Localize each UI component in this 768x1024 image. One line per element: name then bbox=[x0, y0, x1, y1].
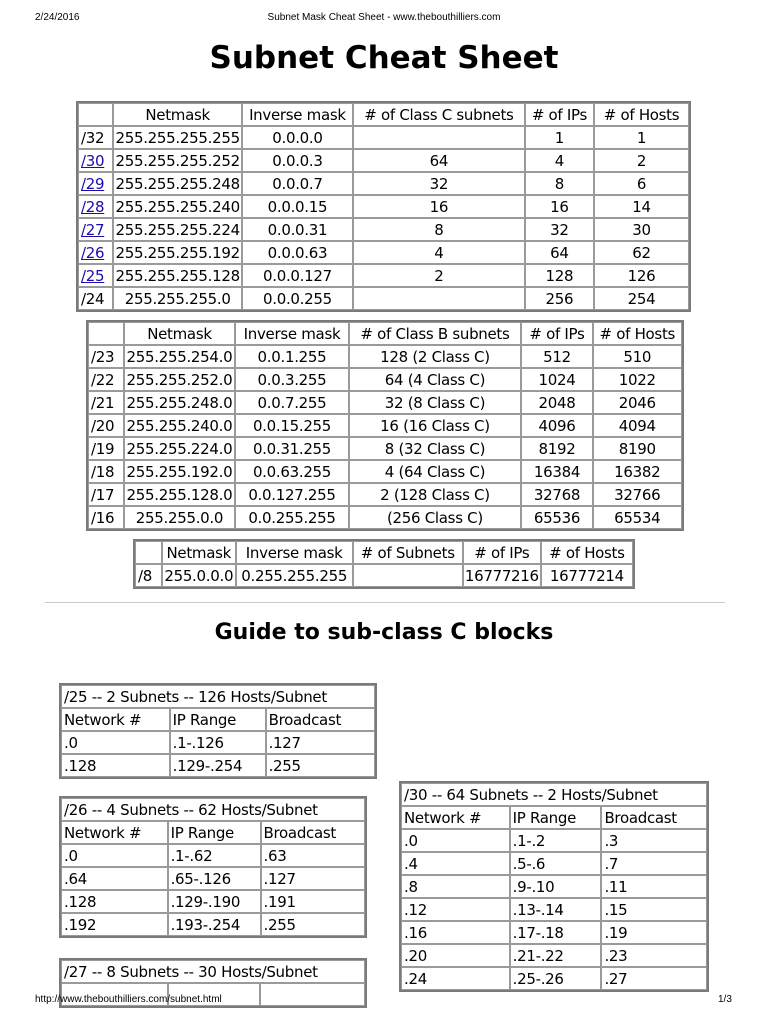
table-cell: 0.0.0.3 bbox=[242, 149, 353, 172]
guide-25-table bbox=[59, 683, 377, 779]
table-cell: .1-.126 bbox=[170, 731, 266, 754]
table-cell bbox=[353, 287, 525, 310]
table-cell: 254 bbox=[594, 287, 689, 310]
section-divider bbox=[45, 602, 725, 603]
prefix-cell: /21 bbox=[88, 391, 124, 414]
table-cell: 32 (8 Class C) bbox=[349, 391, 522, 414]
table-cell: 255.255.255.255 bbox=[113, 126, 241, 149]
column-header: Network # bbox=[61, 821, 168, 844]
table-cell: 255.255.240.0 bbox=[124, 414, 236, 437]
column-header: Inverse mask bbox=[235, 322, 348, 345]
table-cell: 0.0.255.255 bbox=[235, 506, 348, 529]
table-cell: 8 bbox=[353, 218, 525, 241]
table-cell: .128 bbox=[61, 890, 168, 913]
table-cell: 255.255.255.248 bbox=[113, 172, 241, 195]
table-cell: 0.0.3.255 bbox=[235, 368, 348, 391]
table-cell: .63 bbox=[261, 844, 365, 867]
table-cell: 4 (64 Class C) bbox=[349, 460, 522, 483]
table-cell: 0.0.1.255 bbox=[235, 345, 348, 368]
print-date: 2/24/2016 bbox=[35, 12, 80, 23]
table-cell: 6 bbox=[594, 172, 689, 195]
table-cell: .255 bbox=[261, 913, 365, 936]
table-cell: .21-.22 bbox=[510, 944, 602, 967]
table-cell: 255.0.0.0 bbox=[162, 564, 236, 587]
table-cell: .20 bbox=[401, 944, 510, 967]
column-header: # of Class B subnets bbox=[349, 322, 522, 345]
table-cell: 8190 bbox=[593, 437, 682, 460]
header-row bbox=[401, 806, 707, 829]
table-cell: 0.255.255.255 bbox=[236, 564, 353, 587]
guide-30-table bbox=[399, 781, 709, 992]
prefix-cell: /19 bbox=[88, 437, 124, 460]
table-cell: .192 bbox=[61, 913, 168, 936]
table-cell: 255.255.0.0 bbox=[124, 506, 236, 529]
prefix-cell bbox=[78, 241, 113, 264]
table-cell: 16 bbox=[353, 195, 525, 218]
guide-caption: /27 -- 8 Subnets -- 30 Hosts/Subnet bbox=[61, 960, 365, 983]
table-row bbox=[61, 844, 365, 867]
table-cell: 64 bbox=[525, 241, 594, 264]
column-header: Netmask bbox=[113, 103, 241, 126]
table-row bbox=[78, 218, 689, 241]
table-cell: .7 bbox=[601, 852, 707, 875]
table-cell: 16382 bbox=[593, 460, 682, 483]
table-cell: .0 bbox=[61, 731, 170, 754]
table-cell: 255.255.248.0 bbox=[124, 391, 236, 414]
table-row bbox=[78, 172, 689, 195]
table-row bbox=[401, 875, 707, 898]
table-cell: 0.0.0.127 bbox=[242, 264, 353, 287]
table-cell: 65534 bbox=[593, 506, 682, 529]
column-header: # of IPs bbox=[525, 103, 594, 126]
class-c-table bbox=[76, 101, 691, 312]
table-cell: .193-.254 bbox=[168, 913, 261, 936]
prefix-cell bbox=[78, 264, 113, 287]
table-cell: 1024 bbox=[521, 368, 592, 391]
table-cell: 256 bbox=[525, 287, 594, 310]
table-cell: 64 (4 Class C) bbox=[349, 368, 522, 391]
table-cell: 255.255.224.0 bbox=[124, 437, 236, 460]
print-title: Subnet Mask Cheat Sheet - www.thebouthilliers.com bbox=[267, 12, 501, 23]
column-header: Network # bbox=[61, 708, 170, 731]
table-cell: 16 bbox=[525, 195, 594, 218]
table-cell: 0.0.7.255 bbox=[235, 391, 348, 414]
table-row bbox=[78, 149, 689, 172]
table-cell: 0.0.15.255 bbox=[235, 414, 348, 437]
column-header: IP Range bbox=[510, 806, 602, 829]
prefix-link[interactable]: /29 bbox=[81, 174, 105, 193]
table-cell bbox=[353, 564, 463, 587]
table-cell: .16 bbox=[401, 921, 510, 944]
column-header: IP Range bbox=[170, 708, 266, 731]
column-header: Netmask bbox=[162, 541, 236, 564]
guide-title: Guide to sub-class C blocks bbox=[214, 620, 554, 645]
prefix-link[interactable]: /28 bbox=[81, 197, 105, 216]
table-cell: 126 bbox=[594, 264, 689, 287]
column-header: Inverse mask bbox=[242, 103, 353, 126]
table-cell: .255 bbox=[266, 754, 375, 777]
table-cell: .23 bbox=[601, 944, 707, 967]
table-cell: .0 bbox=[401, 829, 510, 852]
header-row bbox=[88, 322, 682, 345]
class-b-table bbox=[86, 320, 684, 531]
table-cell: 32768 bbox=[521, 483, 592, 506]
table-cell: 2048 bbox=[521, 391, 592, 414]
guide-26-table bbox=[59, 796, 367, 938]
prefix-cell bbox=[78, 149, 113, 172]
table-cell: .5-.6 bbox=[510, 852, 602, 875]
table-row bbox=[88, 391, 682, 414]
table-cell: 16 (16 Class C) bbox=[349, 414, 522, 437]
table-cell: 2 (128 Class C) bbox=[349, 483, 522, 506]
footer-url: http://www.thebouthilliers.com/subnet.html bbox=[35, 994, 222, 1005]
table-row bbox=[78, 241, 689, 264]
table-cell: 16777216 bbox=[463, 564, 541, 587]
table-row bbox=[88, 506, 682, 529]
table-row bbox=[88, 414, 682, 437]
table-cell: 510 bbox=[593, 345, 682, 368]
table-cell: .129-.190 bbox=[168, 890, 261, 913]
table-cell: .13-.14 bbox=[510, 898, 602, 921]
table-cell: (256 Class C) bbox=[349, 506, 522, 529]
prefix-cell: /32 bbox=[78, 126, 113, 149]
table-cell: 16777214 bbox=[541, 564, 633, 587]
table-cell: 2046 bbox=[593, 391, 682, 414]
column-header: Inverse mask bbox=[236, 541, 353, 564]
prefix-cell: /18 bbox=[88, 460, 124, 483]
table-row bbox=[78, 264, 689, 287]
table-cell: 14 bbox=[594, 195, 689, 218]
table-cell: 128 (2 Class C) bbox=[349, 345, 522, 368]
table-cell: 255.255.255.252 bbox=[113, 149, 241, 172]
table-cell: 0.0.0.31 bbox=[242, 218, 353, 241]
table-cell bbox=[353, 126, 525, 149]
table-cell: .127 bbox=[266, 731, 375, 754]
table-cell: .15 bbox=[601, 898, 707, 921]
table-cell: .129-.254 bbox=[170, 754, 266, 777]
table-cell: .27 bbox=[601, 967, 707, 990]
prefix-cell: /16 bbox=[88, 506, 124, 529]
table-cell: 4 bbox=[525, 149, 594, 172]
table-cell: 0.0.127.255 bbox=[235, 483, 348, 506]
table-cell: 255.255.254.0 bbox=[124, 345, 236, 368]
table-cell: .127 bbox=[261, 867, 365, 890]
table-cell: 255.255.255.192 bbox=[113, 241, 241, 264]
table-cell: 2 bbox=[353, 264, 525, 287]
table-row bbox=[88, 460, 682, 483]
column-header: Network # bbox=[401, 806, 510, 829]
prefix-link[interactable]: /25 bbox=[81, 266, 105, 285]
prefix-cell: /23 bbox=[88, 345, 124, 368]
table-cell: .64 bbox=[61, 867, 168, 890]
table-cell: .0 bbox=[61, 844, 168, 867]
table-row bbox=[61, 890, 365, 913]
table-cell: .4 bbox=[401, 852, 510, 875]
prefix-cell bbox=[78, 195, 113, 218]
table-cell: 32 bbox=[353, 172, 525, 195]
table-row bbox=[88, 368, 682, 391]
table-cell: 0.0.0.7 bbox=[242, 172, 353, 195]
column-header: # of IPs bbox=[463, 541, 541, 564]
header-row bbox=[135, 541, 633, 564]
table-cell bbox=[260, 983, 365, 1006]
table-cell: .11 bbox=[601, 875, 707, 898]
column-header: # of Hosts bbox=[541, 541, 633, 564]
table-cell: 0.0.0.255 bbox=[242, 287, 353, 310]
table-cell: .65-.126 bbox=[168, 867, 261, 890]
page-title: Subnet Cheat Sheet bbox=[209, 40, 559, 76]
guide-caption: /26 -- 4 Subnets -- 62 Hosts/Subnet bbox=[61, 798, 365, 821]
table-cell: 255.255.255.0 bbox=[113, 287, 241, 310]
table-cell: .128 bbox=[61, 754, 170, 777]
table-row bbox=[78, 195, 689, 218]
table-cell: 8 (32 Class C) bbox=[349, 437, 522, 460]
table-cell: 8 bbox=[525, 172, 594, 195]
table-row bbox=[61, 731, 375, 754]
table-cell: .1-.2 bbox=[510, 829, 602, 852]
table-row bbox=[401, 829, 707, 852]
table-cell: .9-.10 bbox=[510, 875, 602, 898]
table-cell: 32 bbox=[525, 218, 594, 241]
prefix-link[interactable]: /27 bbox=[81, 220, 105, 239]
table-row bbox=[61, 867, 365, 890]
table-cell: 255.255.128.0 bbox=[124, 483, 236, 506]
table-cell: 128 bbox=[525, 264, 594, 287]
header-row bbox=[61, 821, 365, 844]
table-row bbox=[61, 754, 375, 777]
table-row bbox=[88, 345, 682, 368]
table-cell: .8 bbox=[401, 875, 510, 898]
table-row bbox=[401, 921, 707, 944]
table-cell: 0.0.0.15 bbox=[242, 195, 353, 218]
table-cell: 1022 bbox=[593, 368, 682, 391]
table-row bbox=[135, 564, 633, 587]
table-row bbox=[401, 967, 707, 990]
prefix-cell bbox=[78, 172, 113, 195]
table-cell: .12 bbox=[401, 898, 510, 921]
table-cell: .19 bbox=[601, 921, 707, 944]
prefix-link[interactable]: /26 bbox=[81, 243, 105, 262]
table-row bbox=[88, 483, 682, 506]
table-row bbox=[88, 437, 682, 460]
prefix-link[interactable]: /30 bbox=[81, 151, 105, 170]
table-cell: .1-.62 bbox=[168, 844, 261, 867]
table-cell: 30 bbox=[594, 218, 689, 241]
table-cell: 65536 bbox=[521, 506, 592, 529]
column-header bbox=[88, 322, 124, 345]
table-cell: 0.0.63.255 bbox=[235, 460, 348, 483]
table-cell: 0.0.0.63 bbox=[242, 241, 353, 264]
header-row bbox=[61, 708, 375, 731]
prefix-cell: /20 bbox=[88, 414, 124, 437]
table-cell: 1 bbox=[594, 126, 689, 149]
table-cell: 64 bbox=[353, 149, 525, 172]
table-cell: 0.0.31.255 bbox=[235, 437, 348, 460]
prefix-cell: /17 bbox=[88, 483, 124, 506]
header-row bbox=[78, 103, 689, 126]
table-cell: 16384 bbox=[521, 460, 592, 483]
prefix-cell: /8 bbox=[135, 564, 162, 587]
table-cell: 0.0.0.0 bbox=[242, 126, 353, 149]
class-a-table bbox=[133, 539, 635, 589]
table-row bbox=[401, 898, 707, 921]
table-cell: 512 bbox=[521, 345, 592, 368]
column-header: Netmask bbox=[124, 322, 236, 345]
table-row bbox=[401, 944, 707, 967]
prefix-cell bbox=[78, 218, 113, 241]
table-cell: .3 bbox=[601, 829, 707, 852]
column-header: # of Hosts bbox=[593, 322, 682, 345]
column-header: # of Hosts bbox=[594, 103, 689, 126]
table-cell: 2 bbox=[594, 149, 689, 172]
page-number: 1/3 bbox=[718, 994, 732, 1005]
table-cell: 255.255.252.0 bbox=[124, 368, 236, 391]
table-row bbox=[401, 852, 707, 875]
column-header: Broadcast bbox=[266, 708, 375, 731]
column-header: # of Class C subnets bbox=[353, 103, 525, 126]
table-row bbox=[78, 126, 689, 149]
column-header: IP Range bbox=[168, 821, 261, 844]
table-cell: .17-.18 bbox=[510, 921, 602, 944]
table-cell: 8192 bbox=[521, 437, 592, 460]
table-cell: 32766 bbox=[593, 483, 682, 506]
table-row bbox=[78, 287, 689, 310]
prefix-cell: /24 bbox=[78, 287, 113, 310]
column-header bbox=[78, 103, 113, 126]
column-header: # of IPs bbox=[521, 322, 592, 345]
column-header: Broadcast bbox=[261, 821, 365, 844]
column-header: Broadcast bbox=[601, 806, 707, 829]
prefix-cell: /22 bbox=[88, 368, 124, 391]
table-cell: 4096 bbox=[521, 414, 592, 437]
table-cell: .25-.26 bbox=[510, 967, 602, 990]
table-cell: 62 bbox=[594, 241, 689, 264]
table-cell: 255.255.255.224 bbox=[113, 218, 241, 241]
table-cell: 4 bbox=[353, 241, 525, 264]
table-cell: 255.255.255.240 bbox=[113, 195, 241, 218]
table-cell: .24 bbox=[401, 967, 510, 990]
guide-caption: /25 -- 2 Subnets -- 126 Hosts/Subnet bbox=[61, 685, 375, 708]
column-header bbox=[135, 541, 162, 564]
guide-caption: /30 -- 64 Subnets -- 2 Hosts/Subnet bbox=[401, 783, 707, 806]
table-row bbox=[61, 913, 365, 936]
table-cell: 1 bbox=[525, 126, 594, 149]
table-cell: .191 bbox=[261, 890, 365, 913]
table-cell: 255.255.192.0 bbox=[124, 460, 236, 483]
table-cell: 4094 bbox=[593, 414, 682, 437]
table-cell: 255.255.255.128 bbox=[113, 264, 241, 287]
column-header: # of Subnets bbox=[353, 541, 463, 564]
